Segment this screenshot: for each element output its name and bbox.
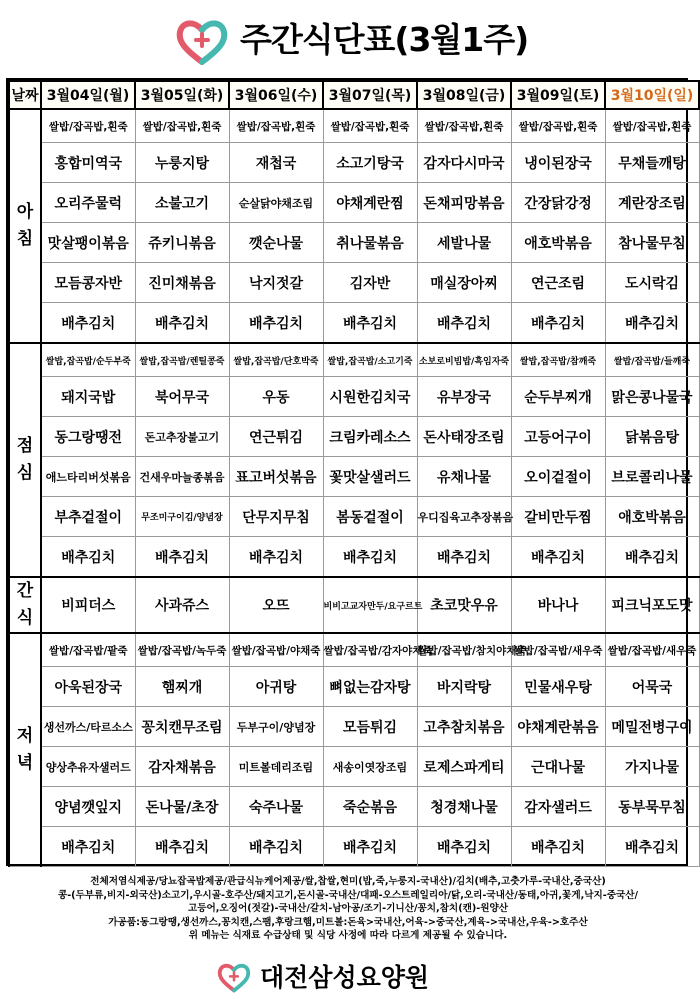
- menu-item-cell: 순살닭야채조림: [229, 183, 323, 223]
- day-header: 3월05일(화): [135, 81, 229, 109]
- meal-label: [9, 577, 41, 633]
- menu-item-cell: 세발나물: [417, 223, 511, 263]
- grain-cell: 쌀밥,잡곡밥/순두부죽: [41, 343, 135, 377]
- day-header: 3월07일(목): [323, 81, 417, 109]
- grain-cell: 쌀밥/잡곡밥/참치야채죽: [417, 633, 511, 667]
- menu-item-cell: 연근조림: [511, 263, 605, 303]
- menu-item-cell: 감자샐러드: [511, 787, 605, 827]
- meal-label-char: 아: [16, 201, 34, 222]
- menu-item-cell: 홍합미역국: [41, 143, 135, 183]
- menu-item-cell: 배추김치: [605, 537, 699, 578]
- menu-row: [9, 377, 699, 417]
- menu-row: [9, 183, 699, 223]
- menu-item-cell: 아욱된장국: [41, 667, 135, 707]
- menu-item-cell: 배추김치: [605, 827, 699, 867]
- day-header: 3월08일(금): [417, 81, 511, 109]
- meal-label-char: 저: [16, 726, 34, 747]
- menu-item-cell: 애호박볶음: [605, 497, 699, 537]
- menu-item-cell: 모듬콩자반: [41, 263, 135, 303]
- menu-item-cell: 고등어구이: [511, 417, 605, 457]
- meal-label-char: 간: [16, 581, 34, 601]
- menu-item-cell: 유부장국: [417, 377, 511, 417]
- menu-item-cell: 계란장조림: [605, 183, 699, 223]
- menu-item-cell: 배추김치: [511, 537, 605, 578]
- menu-item-cell: 근대나물: [511, 747, 605, 787]
- menu-item-cell: 봄동겉절이: [323, 497, 417, 537]
- header: [0, 0, 696, 80]
- grain-cell: 쌀밥/잡곡밥,흰죽: [229, 109, 323, 143]
- menu-item-cell: 생선까스/타르소스: [41, 707, 135, 747]
- grain-cell: 쌀밥/잡곡밥,흰죽: [41, 109, 135, 143]
- menu-item-cell: 쥬키니볶음: [135, 223, 229, 263]
- menu-item-cell: 뼈없는감자탕: [323, 667, 417, 707]
- menu-item-cell: 맛살팽이볶음: [41, 223, 135, 263]
- note-line: 고등어,오징어(젓갈)-국내산/갈치-남아공/조기-기니산/꽁치,참치(캔)-원양산: [187, 903, 509, 914]
- meal-label-char: 식: [16, 608, 34, 629]
- meal-label-char: 심: [16, 463, 34, 483]
- menu-item-cell: 배추김치: [135, 303, 229, 344]
- grain-cell: 쌀밥/잡곡밥,흰죽: [135, 109, 229, 143]
- menu-item-cell: 시원한김치국: [323, 377, 417, 417]
- menu-item-cell: 닭볶음탕: [605, 417, 699, 457]
- menu-item-cell: 누룽지탕: [135, 143, 229, 183]
- grain-cell: 쌀밥/잡곡밥,흰죽: [323, 109, 417, 143]
- menu-row: [9, 143, 699, 183]
- menu-item-cell: 햄찌개: [135, 667, 229, 707]
- menu-item-cell: 아귀탕: [229, 667, 323, 707]
- meal-label-char: 녁: [16, 753, 34, 774]
- menu-item-cell: 돼지국밥: [41, 377, 135, 417]
- menu-item-cell: 애호박볶음: [511, 223, 605, 263]
- menu-row: [9, 827, 699, 867]
- menu-row: [9, 787, 699, 827]
- menu-item-cell: 배추김치: [41, 827, 135, 867]
- menu-item-cell: 배추김치: [229, 537, 323, 578]
- grain-cell: 쌀밥/잡곡밥,흰죽: [511, 109, 605, 143]
- menu-item-cell: 배추김치: [135, 537, 229, 578]
- brand-name: 대전삼성요양원: [260, 963, 430, 992]
- menu-item-cell: 배추김치: [229, 303, 323, 344]
- menu-item-cell: 청경채나물: [417, 787, 511, 827]
- day-header-sunday: 3월10일(일): [605, 81, 699, 109]
- menu-item-cell: 배추김치: [511, 827, 605, 867]
- grain-row: [9, 343, 699, 377]
- note-line: 전체저염식제공/당뇨잡곡밥제공/관급식뉴케어제공/쌀,찹쌀,현미(밥,죽,누룽지-국내산)/김치(배추,고춧가루-국내산,중국산): [90, 876, 606, 887]
- menu-item-cell: 양념깻잎지: [41, 787, 135, 827]
- menu-item-cell: 배추김치: [605, 303, 699, 344]
- menu-row: [9, 497, 699, 537]
- menu-item-cell: 죽순볶음: [323, 787, 417, 827]
- menu-item-cell: 진미채볶음: [135, 263, 229, 303]
- menu-item-cell: 우동: [229, 377, 323, 417]
- menu-item-cell: 감자다시마국: [417, 143, 511, 183]
- menu-item-cell: 어묵국: [605, 667, 699, 707]
- menu-item-cell: 양상추유자샐러드: [41, 747, 135, 787]
- grain-cell: 쌀밥,잡곡밥/단호박죽: [229, 343, 323, 377]
- menu-item-cell: 매실장아찌: [417, 263, 511, 303]
- grain-cell: 쌀밥,잡곡밥/참깨죽: [511, 343, 605, 377]
- menu-item-cell: 연근튀김: [229, 417, 323, 457]
- menu-item-cell: 애느타리버섯볶음: [41, 457, 135, 497]
- grain-cell: 쌀밥/잡곡밥,흰죽: [605, 109, 699, 143]
- menu-item-cell: 두부구이/양념장: [229, 707, 323, 747]
- menu-row: [9, 457, 699, 497]
- menu-item-cell: 배추김치: [511, 303, 605, 344]
- menu-row: [9, 577, 699, 633]
- menu-item-cell: 재첩국: [229, 143, 323, 183]
- menu-item-cell: 단무지무침: [229, 497, 323, 537]
- menu-item-cell: 무채들깨탕: [605, 143, 699, 183]
- menu-item-cell: 오뜨: [229, 577, 323, 633]
- menu-item-cell: 동그랑땡전: [41, 417, 135, 457]
- menu-item-cell: 낙지젓갈: [229, 263, 323, 303]
- grain-row: [9, 109, 699, 143]
- menu-item-cell: 무조미구이김/양념장: [135, 497, 229, 537]
- meal-label: [9, 109, 41, 343]
- meal-label-char: 침: [16, 229, 34, 249]
- menu-item-cell: 배추김치: [323, 827, 417, 867]
- menu-item-cell: 배추김치: [135, 827, 229, 867]
- menu-item-cell: 메밀전병구이: [605, 707, 699, 747]
- heart-cross-logo-icon: [216, 961, 252, 993]
- note-line: 가공품:동그랑땡,생선까스,꽁치캔,스팸,후랑크햄,미트볼:돈육>국내산,어육->중국산,계육->국내산,우육->호주산: [108, 916, 588, 928]
- menu-item-cell: 맑은콩나물국: [605, 377, 699, 417]
- menu-row: [9, 707, 699, 747]
- menu-item-cell: 비비고교자만두/요구르트: [323, 577, 417, 633]
- menu-item-cell: 배추김치: [41, 537, 135, 578]
- menu-item-cell: 로제스파게티: [417, 747, 511, 787]
- grain-cell: 쌀밥,잡곡밥/렌틸콩죽: [135, 343, 229, 377]
- menu-item-cell: 부추겉절이: [41, 497, 135, 537]
- menu-item-cell: 배추김치: [417, 827, 511, 867]
- menu-item-cell: 바지락탕: [417, 667, 511, 707]
- menu-item-cell: 동부묵무침: [605, 787, 699, 827]
- page-title: 주간식단표(3월1주): [240, 20, 529, 59]
- menu-item-cell: 돈사태장조림: [417, 417, 511, 457]
- grain-cell: 쌀밥/잡곡밥/들깨죽: [605, 343, 699, 377]
- grain-cell: 쌀밥/잡곡밥/새우죽: [511, 633, 605, 667]
- grain-cell: 쌀밥/잡곡밥/감자야채죽: [323, 633, 417, 667]
- menu-item-cell: 바나나: [511, 577, 605, 633]
- grain-cell: 쌀밥/잡곡밥/팥죽: [41, 633, 135, 667]
- menu-item-cell: 참나물무침: [605, 223, 699, 263]
- menu-item-cell: 꽁치캔무조림: [135, 707, 229, 747]
- menu-item-cell: 취나물볶음: [323, 223, 417, 263]
- menu-item-cell: 비피더스: [41, 577, 135, 633]
- grain-cell: 쌀밥/잡곡밥/야채죽: [229, 633, 323, 667]
- menu-row: [9, 417, 699, 457]
- menu-item-cell: 돈나물/초장: [135, 787, 229, 827]
- menu-item-cell: 브로콜리나물: [605, 457, 699, 497]
- menu-item-cell: 건새우마늘종볶음: [135, 457, 229, 497]
- menu-item-cell: 냉이된장국: [511, 143, 605, 183]
- menu-row: [9, 667, 699, 707]
- menu-item-cell: 크림카레소스: [323, 417, 417, 457]
- note-line: 위 메뉴는 식재료 수급상태 및 식당 사정에 따라 다르게 제공될 수 있습니다.: [188, 930, 508, 941]
- menu-item-cell: 도시락김: [605, 263, 699, 303]
- meal-label: [9, 633, 41, 867]
- grain-cell: 쌀밥/잡곡밥,흰죽: [417, 109, 511, 143]
- menu-item-cell: 미트볼데리조림: [229, 747, 323, 787]
- menu-item-cell: 모듬튀김: [323, 707, 417, 747]
- menu-item-cell: 초코맛우유: [417, 577, 511, 633]
- grain-cell: 쌀밥/잡곡밥/녹두죽: [135, 633, 229, 667]
- menu-item-cell: 우디집육고추장볶음: [417, 497, 511, 537]
- menu-item-cell: 오리주물럭: [41, 183, 135, 223]
- menu-item-cell: 순두부찌개: [511, 377, 605, 417]
- menu-item-cell: 가지나물: [605, 747, 699, 787]
- menu-item-cell: 돈고추장불고기: [135, 417, 229, 457]
- menu-item-cell: 새송이엿장조림: [323, 747, 417, 787]
- weekly-menu-table: [8, 80, 700, 867]
- day-header: 3월09일(토): [511, 81, 605, 109]
- menu-item-cell: 돈채피망볶음: [417, 183, 511, 223]
- menu-item-cell: 오이겉절이: [511, 457, 605, 497]
- meal-label-char: 점: [16, 435, 34, 456]
- menu-item-cell: 김자반: [323, 263, 417, 303]
- menu-item-cell: 깻순나물: [229, 223, 323, 263]
- menu-item-cell: 야채계란볶음: [511, 707, 605, 747]
- menu-item-cell: 배추김치: [417, 537, 511, 578]
- grain-cell: 소보로비빔밥/흑임자죽: [417, 343, 511, 377]
- day-header: 3월06일(수): [229, 81, 323, 109]
- menu-item-cell: 피크닉포도맛: [605, 577, 699, 633]
- menu-item-cell: 배추김치: [417, 303, 511, 344]
- menu-item-cell: 배추김치: [323, 303, 417, 344]
- menu-item-cell: 배추김치: [323, 537, 417, 578]
- menu-row: [9, 263, 699, 303]
- menu-item-cell: 간장닭강정: [511, 183, 605, 223]
- menu-item-cell: 숙주나물: [229, 787, 323, 827]
- grain-cell: 쌀밥/잡곡밥/새우죽: [605, 633, 699, 667]
- menu-item-cell: 갈비만두찜: [511, 497, 605, 537]
- menu-item-cell: 꽃맛살샐러드: [323, 457, 417, 497]
- menu-row: [9, 537, 699, 578]
- menu-row: [9, 223, 699, 263]
- note-line: 콩-(두부류,비지-외국산)소고기,우시골-호주산/돼지고기,돈시골-국내산/대패-오스트레일리아/닭,오리-국내산/동태,아귀,꽃게,낙지-중국산/: [57, 889, 639, 901]
- menu-item-cell: 야채계란찜: [323, 183, 417, 223]
- menu-item-cell: 북어무국: [135, 377, 229, 417]
- grain-cell: 쌀밥,잡곡밥/소고기죽: [323, 343, 417, 377]
- heart-cross-logo-icon: [176, 16, 228, 66]
- menu-row: [9, 747, 699, 787]
- menu-item-cell: 감자채볶음: [135, 747, 229, 787]
- corner-label: 날짜: [9, 81, 41, 109]
- menu-item-cell: 배추김치: [229, 827, 323, 867]
- meal-label: [9, 343, 41, 577]
- menu-row: [9, 303, 699, 344]
- menu-item-cell: 민물새우탕: [511, 667, 605, 707]
- menu-item-cell: 배추김치: [41, 303, 135, 344]
- menu-item-cell: 소불고기: [135, 183, 229, 223]
- grain-row: [9, 633, 699, 667]
- day-header: 3월04일(월): [41, 81, 135, 109]
- menu-item-cell: 사과쥬스: [135, 577, 229, 633]
- menu-item-cell: 고추참치볶음: [417, 707, 511, 747]
- menu-item-cell: 표고버섯볶음: [229, 457, 323, 497]
- footer-notes: [8, 875, 688, 943]
- menu-item-cell: 소고기탕국: [323, 143, 417, 183]
- menu-item-cell: 유채나물: [417, 457, 511, 497]
- date-header-row: [9, 81, 699, 109]
